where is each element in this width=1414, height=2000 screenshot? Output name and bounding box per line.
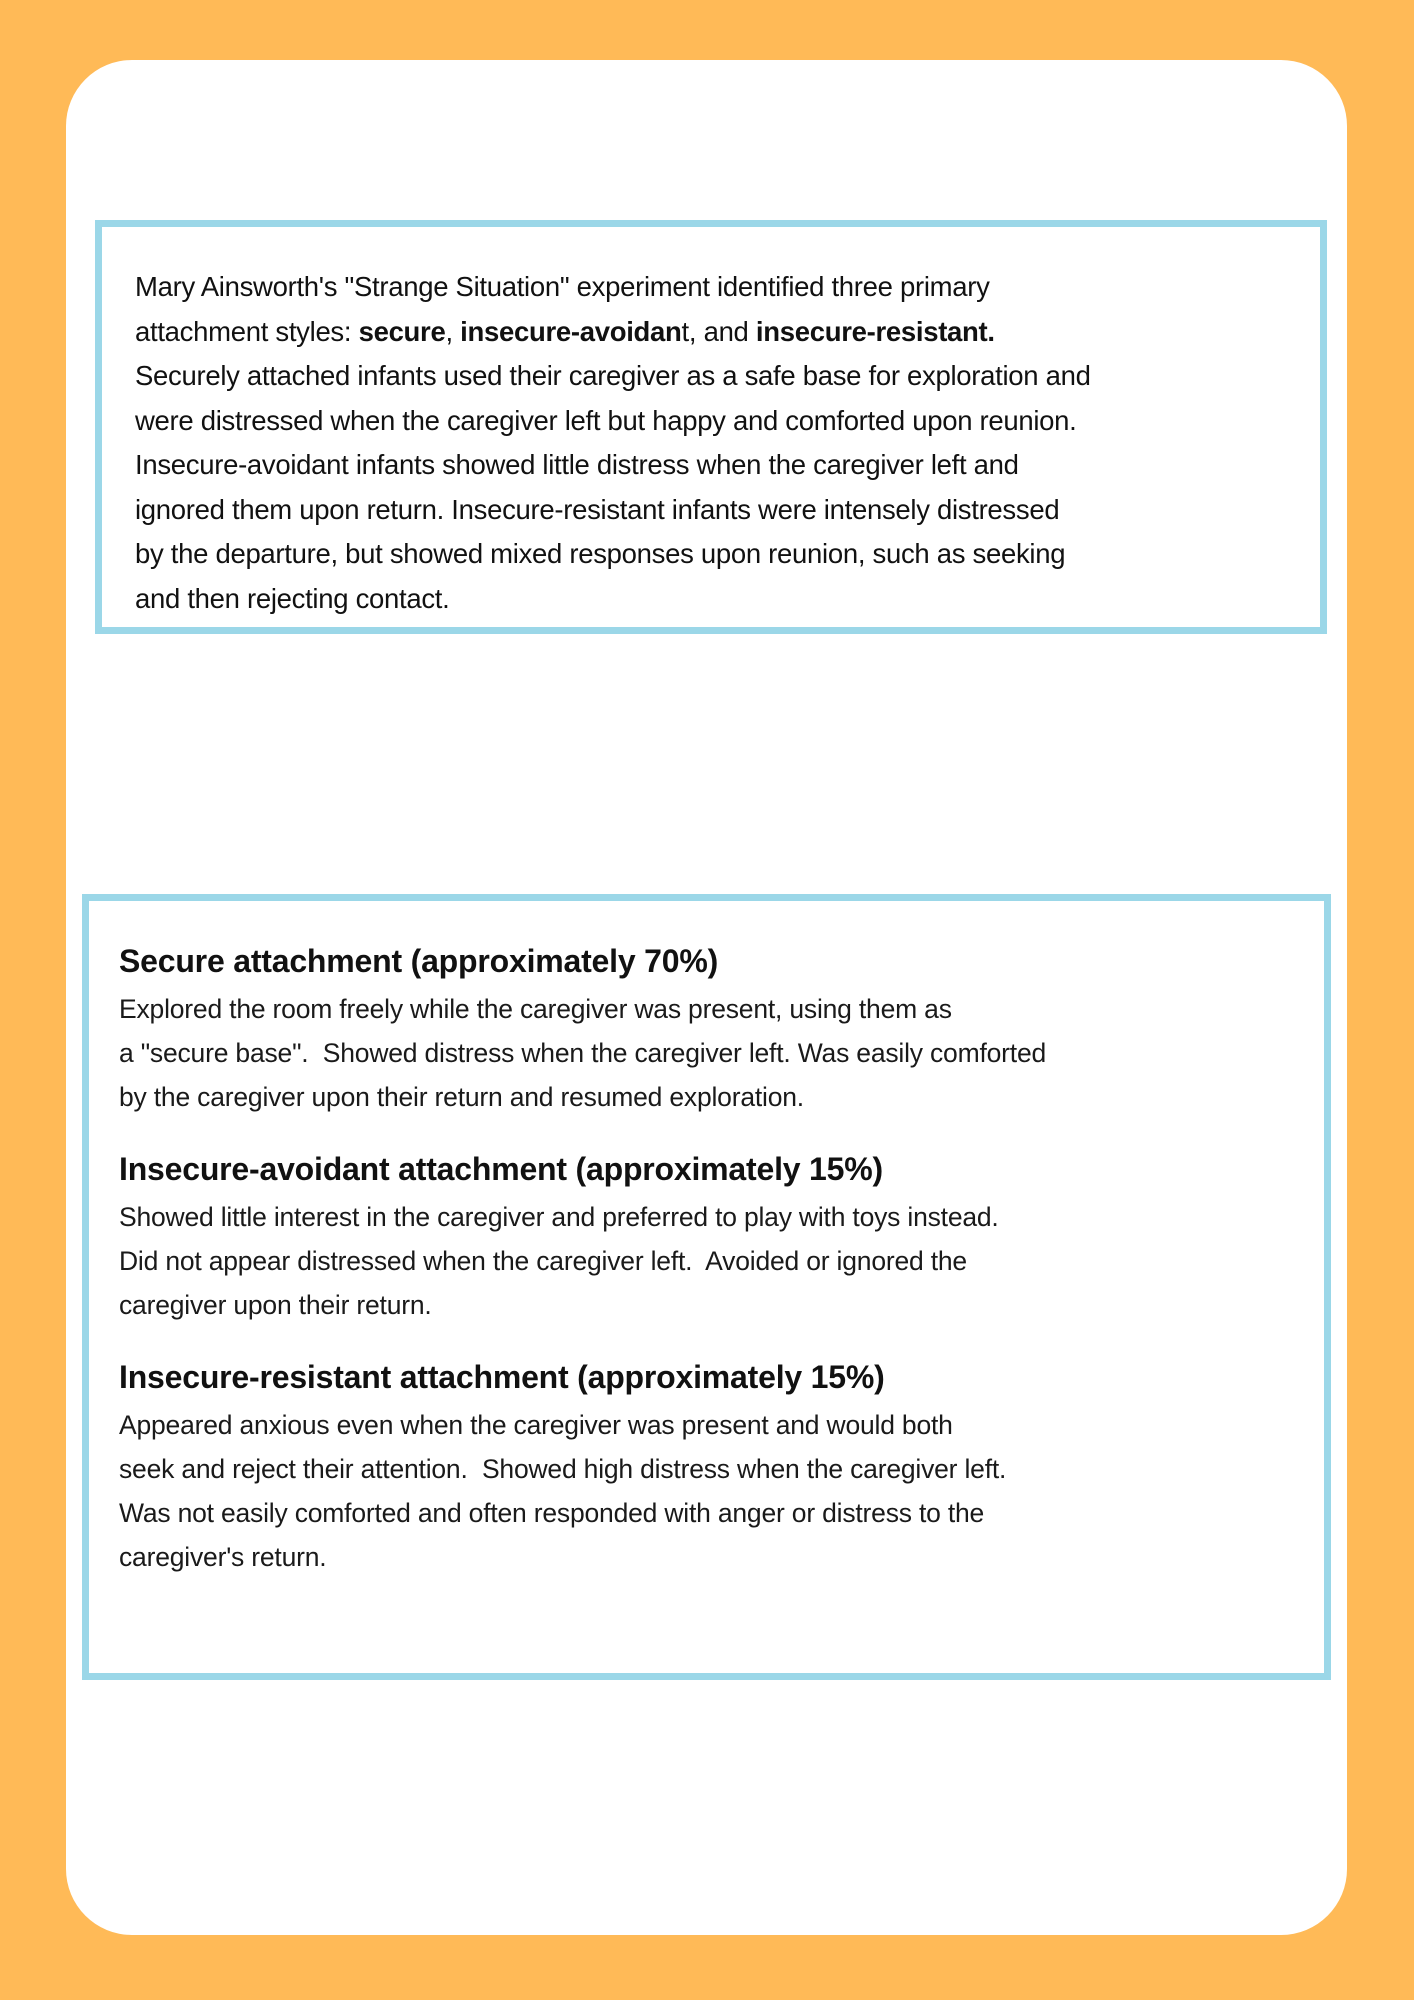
term-secure: secure bbox=[358, 315, 446, 347]
intro-line: Securely attached infants used their caregiver as a safe base for exploration and bbox=[135, 360, 1091, 391]
text: . bbox=[987, 315, 995, 347]
section-line: seek and reject their attention. Showed high distress when the caregiver left. bbox=[119, 1454, 1007, 1484]
section-insecure-resistant bbox=[119, 1355, 1324, 1579]
section-line: by the caregiver upon their return and resumed exploration. bbox=[119, 1082, 804, 1112]
intro-line: Mary Ainsworth's "Strange Situation" experiment identified three primary bbox=[135, 271, 990, 302]
section-line: Was not easily comforted and often responded with anger or distress to the bbox=[119, 1498, 985, 1528]
section-line: caregiver's return. bbox=[119, 1542, 327, 1572]
section-line: caregiver upon their return. bbox=[119, 1290, 432, 1320]
intro-line bbox=[135, 310, 1320, 355]
section-insecure-avoidant bbox=[119, 1147, 1324, 1327]
intro-line: and then rejecting contact. bbox=[135, 582, 450, 614]
section-title: Insecure-avoidant attachment (approximately 15%) bbox=[119, 1151, 883, 1187]
section-line: a "secure base". Showed distress when the caregiver left. Was easily comforted bbox=[119, 1038, 1047, 1068]
section-title: Secure attachment (approximately 70%) bbox=[119, 943, 719, 979]
section-line: Did not appear distressed when the caregiver left. Avoided or ignored the bbox=[119, 1246, 967, 1276]
section-secure bbox=[119, 939, 1324, 1119]
text: , bbox=[445, 315, 461, 347]
intro-line: were distressed when the caregiver left but happy and comforted upon reunion. bbox=[135, 404, 1077, 436]
text: , and bbox=[688, 315, 756, 347]
text: attachment styles: bbox=[135, 315, 359, 347]
intro-line: by the departure, but showed mixed responses upon reunion, such as seeking bbox=[135, 538, 1066, 569]
intro-line: Insecure-avoidant infants showed little distress when the caregiver left and bbox=[135, 449, 1019, 480]
text: t bbox=[681, 315, 689, 347]
section-line: Appeared anxious even when the caregiver was present and would both bbox=[119, 1410, 953, 1440]
term-resistant: insecure-resistant bbox=[755, 315, 988, 347]
section-line: Showed little interest in the caregiver and preferred to play with toys instead. bbox=[119, 1202, 999, 1232]
attachment-styles-box bbox=[82, 894, 1331, 1680]
section-line: Explored the room freely while the caregiver was present, using them as bbox=[119, 994, 952, 1024]
term-avoidant: insecure-avoidan bbox=[460, 315, 682, 347]
intro-box bbox=[95, 220, 1327, 634]
section-title: Insecure-resistant attachment (approximately 15%) bbox=[119, 1359, 885, 1395]
intro-line: ignored them upon return. Insecure-resistant infants were intensely distressed bbox=[135, 493, 1060, 525]
